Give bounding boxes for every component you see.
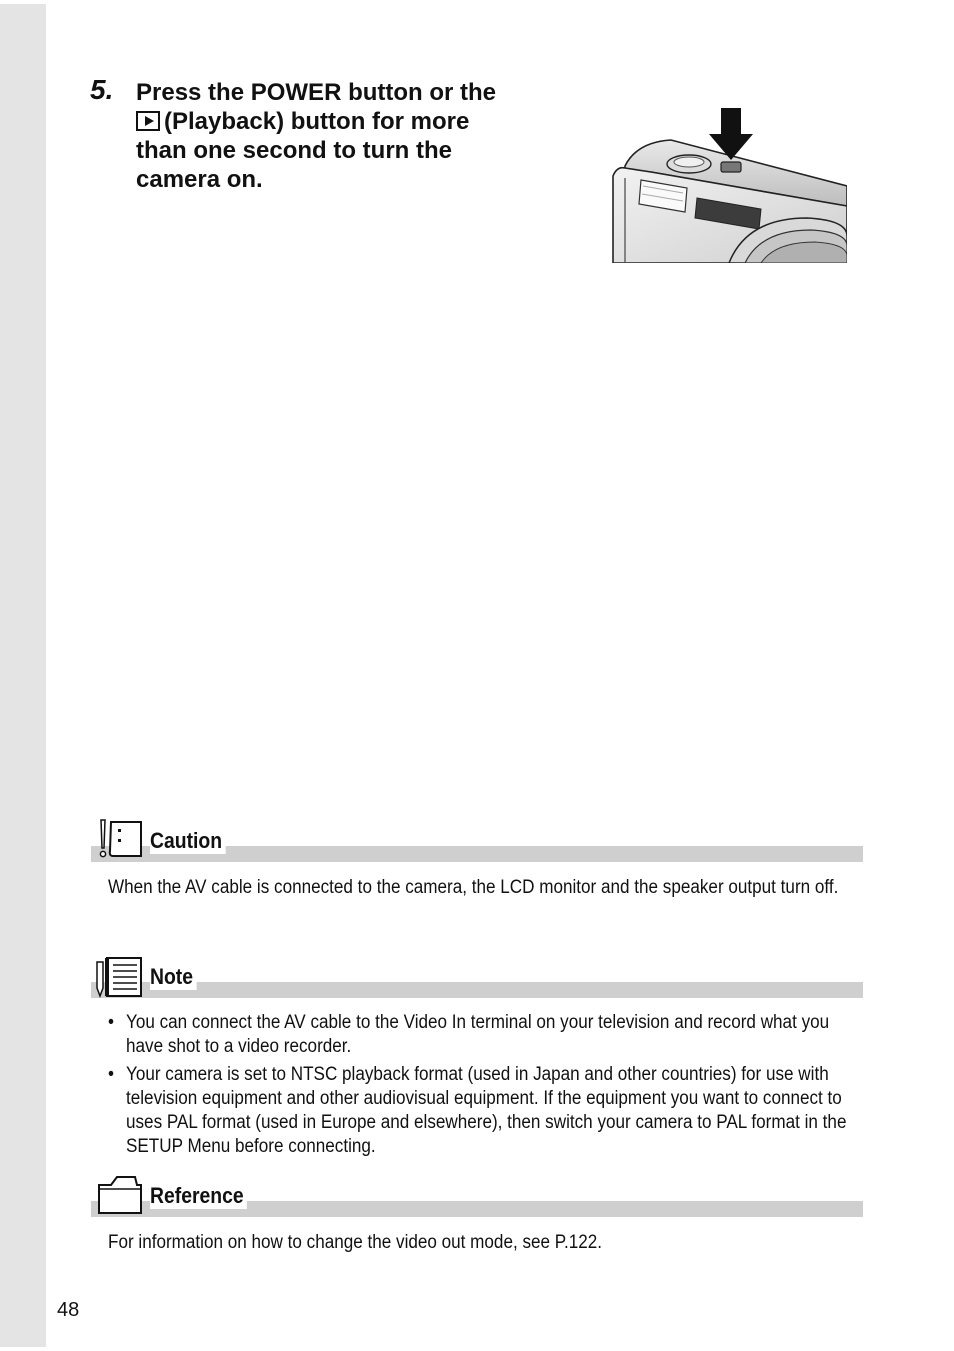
bullet-icon: •: [108, 1064, 114, 1085]
reference-text: For information on how to change the video out mode, see P.122.: [108, 1232, 603, 1253]
list-item: [108, 1011, 860, 1059]
reference-title: Reference: [150, 1183, 247, 1209]
note-bullet-text: Your camera is set to NTSC playback format (used in Japan and other countries) for use with television equipment and other audiovisual equipment. If the equipment you want to connect to uses PAL format (used in Europe and elsewhere), then switch your camera to PAL format in the SETUP Menu before connecting.: [126, 1064, 847, 1157]
note-icon: [93, 952, 145, 998]
page-side-band: [0, 4, 46, 1347]
caution-header: [91, 816, 863, 862]
note-list: [108, 1011, 860, 1163]
step-line-2-text: (Playback) button for more: [164, 108, 470, 135]
step-number: 5.: [90, 74, 114, 105]
note-header-bar: [91, 982, 863, 998]
caution-title: Caution: [150, 828, 226, 854]
note-title: Note: [150, 964, 197, 990]
reference-icon: [93, 1171, 145, 1217]
list-item: [108, 1063, 860, 1159]
note-header: [91, 952, 863, 998]
caution-icon: [93, 816, 145, 862]
playback-icon: [136, 111, 160, 131]
camera-illustration: [611, 106, 847, 263]
caution-text: When the AV cable is connected to the camera, the LCD monitor and the speaker output turn off.: [108, 877, 839, 898]
step-line-2: [136, 107, 546, 136]
step-instruction: [136, 78, 546, 194]
page-number: 48: [57, 1299, 80, 1321]
step-line-4: camera on.: [136, 166, 263, 193]
note-bullet-text: You can connect the AV cable to the Video In terminal on your television and record what you have shot to a video recorder.: [126, 1012, 830, 1057]
step-line-1: Press the POWER button or the: [136, 79, 497, 106]
step-line-3: than one second to turn the: [136, 137, 452, 164]
bullet-icon: •: [108, 1012, 114, 1033]
reference-header: [91, 1171, 863, 1217]
